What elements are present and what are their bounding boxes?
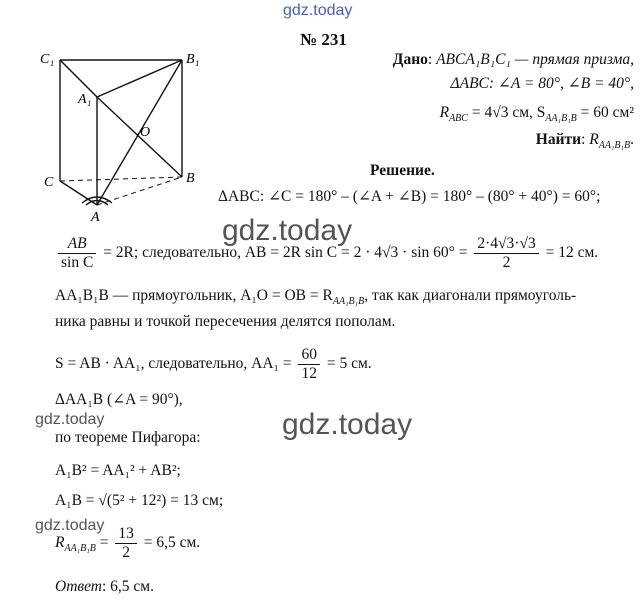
- label-b1: B₁: [186, 52, 200, 67]
- label-c1: C₁: [40, 52, 55, 67]
- label-a: A: [91, 210, 100, 225]
- label-c: C: [44, 175, 54, 190]
- solution-step-3: AA₁B₁B — прямоугольник, A₁O = OB = $R_{AA_1B_1B}$, так как диагонали прямоуголь-: [55, 287, 577, 308]
- solution-step-6: по теореме Пифагора:: [55, 429, 201, 446]
- solution-step-8: A₁B = √(5² + 12²) = 13 см;: [55, 492, 224, 509]
- watermark-left-2: gdz.today: [35, 517, 105, 534]
- watermark-mid: gdz.today: [222, 214, 353, 247]
- given-line-1: Дано: ABCA₁B₁C₁ — прямая призма,: [392, 51, 634, 68]
- solution-step-4: S = AB · AA₁, следовательно, AA₁ = $\frac{60}{12}$ = 5 см.: [55, 346, 372, 382]
- watermark-top: gdz.today: [283, 2, 353, 19]
- watermark-left-1: gdz.today: [35, 411, 105, 428]
- solution-step-5: ΔAA₁B (∠A = 90°),: [55, 391, 183, 408]
- solution-title: Решение.: [370, 162, 435, 179]
- find-line: Найти: $R_{AA_1B_1B}$.: [535, 131, 634, 152]
- given-line-3: $R_{ABC} = 4√3$ см, $S_{AA_1B_1B} = 60$ см²: [439, 104, 634, 125]
- label-a1: A₁: [78, 92, 92, 107]
- prism-figure: [30, 45, 230, 225]
- solution-step-3-cont: ника равны и точкой пересечения делятся пополам.: [55, 313, 396, 330]
- solution-step-9: $R_{AA_1B_1B}$ = $\frac{13}{2}$ = 6,5 см.: [55, 525, 201, 561]
- label-b: B: [186, 171, 195, 186]
- answer-line: Ответ: 6,5 см.: [55, 578, 154, 595]
- problem-number: № 231: [300, 30, 347, 49]
- solution-step-1: ΔABC: ∠C = 180° – (∠A + ∠B) = 180° – (80° + 40°) = 60°;: [218, 188, 601, 205]
- solution-step-7: A₁B² = AA₁² + AB²;: [55, 462, 181, 479]
- solution-step-2: $\frac{AB}{\text{sin C}}$ = 2R; следовательно, AB = 2R sin C = 2 · 4√3 · sin 60° = $\frac{2\cdot 4√3\cdot√3}{2}$ = 12 см.: [55, 235, 598, 272]
- watermark-center: gdz.today: [282, 408, 413, 441]
- given-line-2: ΔABC: ∠A = 80°, ∠B = 40°,: [450, 75, 634, 92]
- label-o: O: [140, 125, 151, 140]
